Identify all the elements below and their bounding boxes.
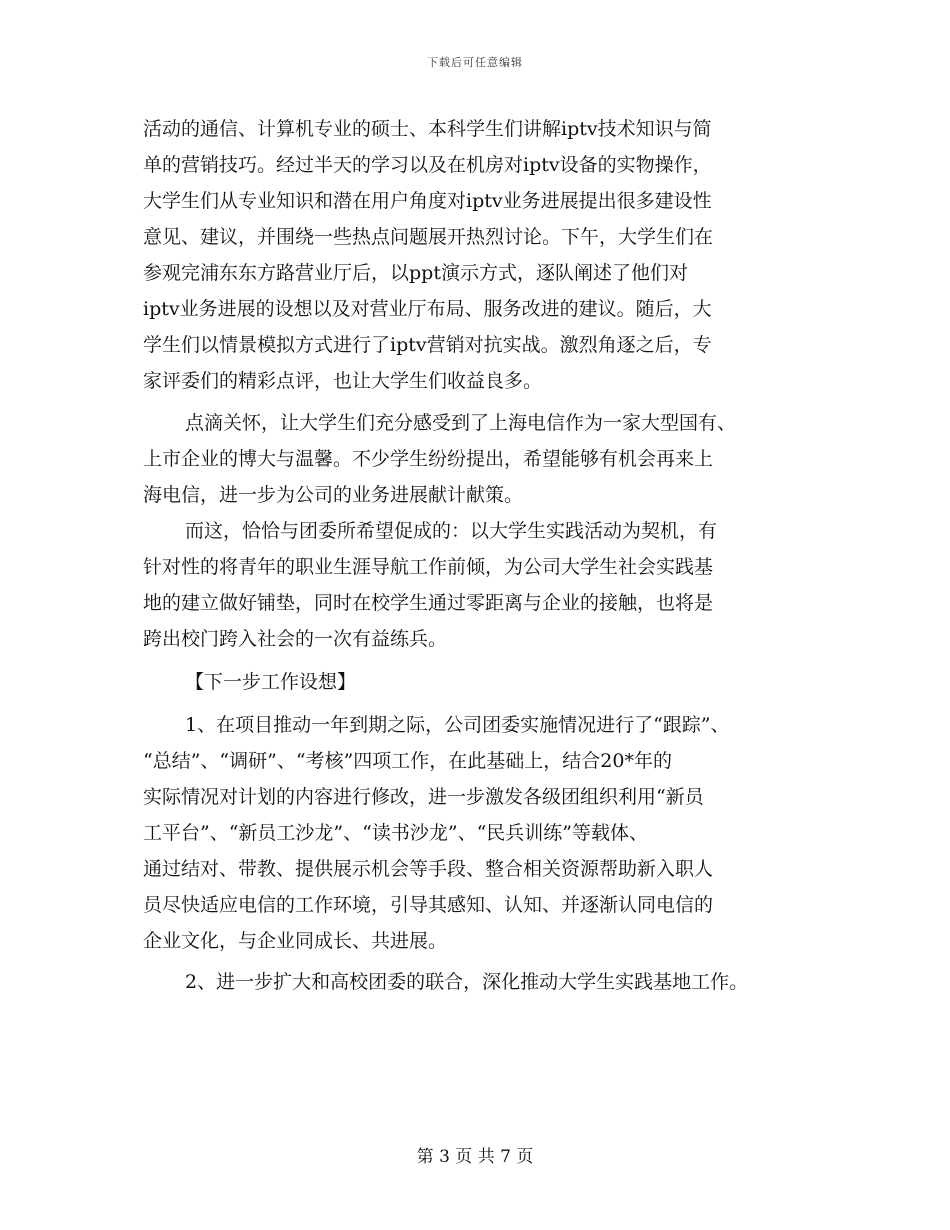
page-header: 下载后可任意编辑: [427, 56, 523, 69]
text-line: 参观完浦东东方路营业厅后，以ppt演示方式，逐队阐述了他们对: [143, 262, 688, 284]
text-line: 针对性的将青年的职业生涯导航工作前倾，为公司大学生社会实践基: [143, 556, 714, 578]
text-line: iptv业务进展的设想以及对营业厅布局、服务改进的建议。随后，大: [143, 298, 712, 320]
text-line: 实际情况对计划的内容进行修改，进一步激发各级团组织利用“新员: [143, 786, 704, 808]
text-line: 上市企业的博大与温馨。不少学生纷纷提出，希望能够有机会再来上: [143, 448, 714, 470]
text-line: 大学生们从专业知识和潜在用户角度对iptv业务进展提出很多建设性: [143, 190, 712, 212]
text-line: 海电信，进一步为公司的业务进展献计献策。: [143, 484, 524, 506]
section-heading: 【下一步工作设想】: [185, 671, 357, 693]
text-line: 工平台”、“新员工沙龙”、“读书沙龙”、“民兵训练”等载体、: [143, 822, 648, 844]
text-line: 学生们以情景模拟方式进行了iptv营销对抗实战。激烈角逐之后，专: [143, 334, 712, 356]
text-line: 员尽快适应电信的工作环境，引导其感知、认知、并逐渐认同电信的: [143, 894, 714, 916]
text-line: 活动的通信、计算机专业的硕士、本科学生们讲解iptv技术知识与简: [143, 118, 712, 140]
text-line: 地的建立做好铺垫，同时在校学生通过零距离与企业的接触，也将是: [143, 592, 714, 614]
text-line: 2、进一步扩大和高校团委的联合，深化推动大学生实践基地工作。: [185, 971, 749, 993]
text-line: 跨出校门跨入社会的一次有益练兵。: [143, 628, 448, 650]
text-line: 企业文化，与企业同成长、共进展。: [143, 930, 448, 952]
text-line: 家评委们的精彩点评，也让大学生们收益良多。: [143, 370, 543, 392]
text-line: 单的营销技巧。经过半天的学习以及在机房对iptv设备的实物操作，: [143, 154, 712, 176]
text-line: 1、在项目推动一年到期之际，公司团委实施情况进行了“跟踪”、: [185, 714, 730, 736]
text-line: 点滴关怀，让大学生们充分感受到了上海电信作为一家大型国有、: [185, 412, 737, 434]
text-line: 而这，恰恰与团委所希望促成的：以大学生实践活动为契机，有: [185, 520, 718, 542]
text-line: 通过结对、带教、提供展示机会等手段、整合相关资源帮助新入职人: [143, 858, 714, 880]
page-number: 第 3 页 共 7 页: [416, 1147, 534, 1167]
text-line: 意见、建议，并围绕一些热点问题展开热烈讨论。下午，大学生们在: [143, 226, 714, 248]
text-line: “总结”、“调研”、“考核”四项工作，在此基础上，结合20*年的: [143, 750, 672, 772]
